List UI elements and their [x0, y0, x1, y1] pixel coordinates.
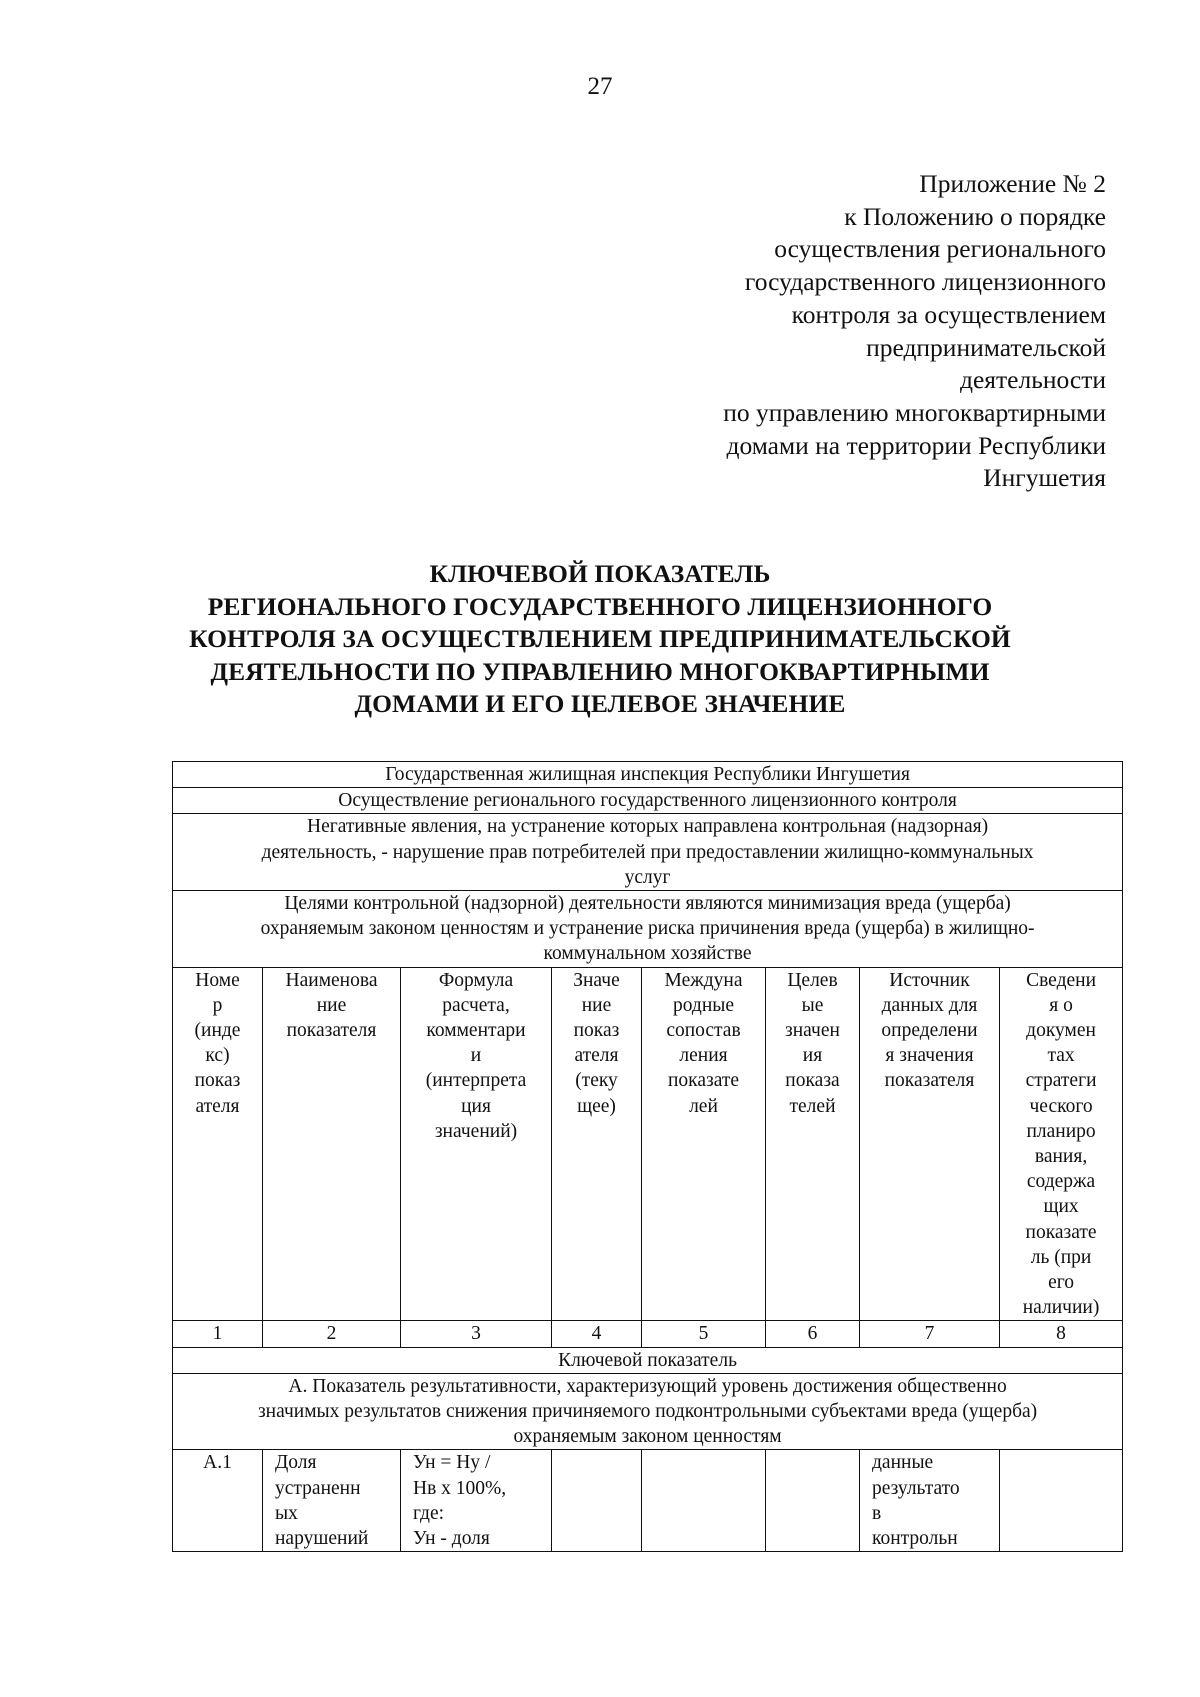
column-number: 7	[860, 1321, 1000, 1347]
appendix-line: деятельности	[960, 365, 1106, 395]
title-line: КОНТРОЛЯ ЗА ОСУЩЕСТВЛЕНИЕМ ПРЕДПРИНИМАТЕЛЬСКОЙ	[189, 624, 1011, 653]
column-number: 3	[401, 1321, 552, 1347]
control-type-cell: Осуществление регионального государственного лицензионного контроля	[173, 788, 1123, 814]
column-header: Формула расчета, комментари и (интерпрета ция значений)	[401, 967, 552, 1321]
column-number: 4	[552, 1321, 642, 1347]
appendix-line: к Положению о порядке	[844, 201, 1106, 231]
indicator-source-cell: данные результато в контрольн	[860, 1450, 1000, 1552]
org-row-cell: Государственная жилищная инспекция Республики Ингушетия	[173, 762, 1123, 788]
appendix-line: контроля за осуществлением	[791, 299, 1106, 329]
indicator-formula-cell: Ун = Ну / Нв x 100%, где: Ун - доля	[401, 1450, 552, 1552]
appendix-line: домами на территории Республики	[726, 430, 1106, 460]
title-line: КЛЮЧЕВОЙ ПОКАЗАТЕЛЬ	[429, 559, 771, 588]
section-a-cell: А. Показатель результативности, характеризующий уровень достижения общественно значимых результатов снижения причиняемого подконтрольными субъектами вреда (ущерба) охраняемым законом ценностям	[173, 1373, 1123, 1450]
table-row	[173, 891, 1123, 968]
indicator-documents-cell	[1000, 1450, 1123, 1552]
title-line: РЕГИОНАЛЬНОГО ГОСУДАРСТВЕННОГО ЛИЦЕНЗИОННОГО	[207, 591, 993, 621]
column-header: Наименова ние показателя	[263, 967, 401, 1321]
column-number-row	[173, 1321, 1123, 1347]
control-goals-cell: Целями контрольной (надзорной) деятельности являются минимизация вреда (ущерба) охраняемым законом ценностям и устранение риска причинения вреда (ущерба) в жилищно- коммунальном хозяйстве	[173, 891, 1123, 968]
appendix-line: по управлению многоквартирными	[723, 397, 1106, 427]
table-data-row	[173, 1450, 1123, 1552]
key-indicator-table	[172, 761, 1123, 1552]
column-header: Значе ние показ ателя (теку щее)	[552, 967, 642, 1321]
indicator-international-cell	[642, 1450, 766, 1552]
table-row	[173, 1373, 1123, 1450]
indicator-target-cell	[766, 1450, 860, 1552]
column-header: Междуна родные сопостав ления показате лей	[642, 967, 766, 1321]
column-number: 6	[766, 1321, 860, 1347]
indicator-name-cell: Доля устраненн ых нарушений	[263, 1450, 401, 1552]
title-line: ДОМАМИ И ЕГО ЦЕЛЕВОЕ ЗНАЧЕНИЕ	[354, 689, 846, 718]
key-indicator-section-cell: Ключевой показатель	[173, 1347, 1123, 1373]
title-line: ДЕЯТЕЛЬНОСТИ ПО УПРАВЛЕНИЮ МНОГОКВАРТИРНЫМИ	[210, 656, 990, 686]
appendix-line: Ингушетия	[983, 463, 1106, 493]
column-header: Источник данных для определени я значения показателя	[860, 967, 1000, 1321]
column-number: 5	[642, 1321, 766, 1347]
appendix-line: государственного лицензионного	[744, 267, 1106, 297]
table-header-row	[173, 967, 1123, 1321]
appendix-line: осуществления регионального	[774, 234, 1106, 264]
table-row	[173, 814, 1123, 891]
table-row	[173, 1347, 1123, 1373]
column-header: Номе р (инде кс) показ ателя	[173, 967, 263, 1321]
table-row	[173, 762, 1123, 788]
negative-phenomena-cell: Негативные явления, на устранение которых направлена контрольная (надзорная) деятельность, - нарушение прав потребителей при предоставлении жилищно-коммунальных услуг	[173, 814, 1123, 891]
indicator-index-cell: А.1	[173, 1450, 263, 1552]
indicator-current-value-cell	[552, 1450, 642, 1552]
column-header: Целев ые значен ия показа телей	[766, 967, 860, 1321]
column-header: Сведени я о докумен тах стратеги ческого планиро вания, содержа щих показате ль (при его наличии)	[1000, 967, 1123, 1321]
table-row	[173, 788, 1123, 814]
appendix-header	[546, 168, 1106, 495]
appendix-line: Приложение № 2	[919, 169, 1106, 198]
document-title	[0, 558, 1200, 721]
column-number: 2	[263, 1321, 401, 1347]
column-number: 1	[173, 1321, 263, 1347]
column-number: 8	[1000, 1321, 1123, 1347]
page-number: 27	[587, 73, 613, 100]
appendix-line: предпринимательской	[866, 332, 1106, 362]
